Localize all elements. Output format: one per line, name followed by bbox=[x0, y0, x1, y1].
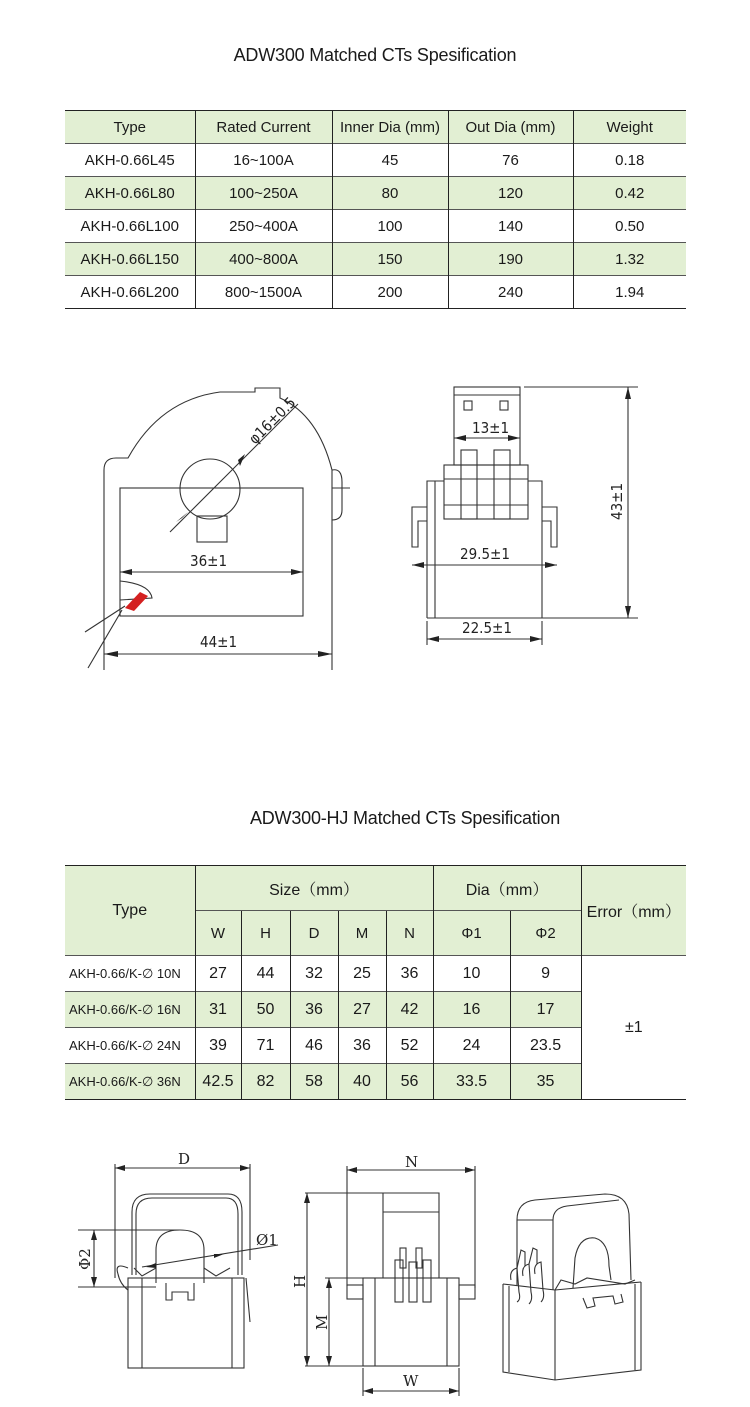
col-header-d: D bbox=[290, 911, 338, 956]
cell-n: 42 bbox=[386, 992, 433, 1028]
cell-phi2: 9 bbox=[510, 956, 581, 992]
width-n-label: N bbox=[405, 1153, 419, 1171]
base-w-label: W bbox=[403, 1372, 419, 1390]
col-header-error: Error（mm） bbox=[581, 866, 686, 956]
cell-rated-current: 400~800A bbox=[195, 243, 332, 276]
cell-m: 40 bbox=[338, 1064, 386, 1100]
ct-side-view-diagram bbox=[390, 375, 650, 655]
adw300-ct-spec-table bbox=[65, 110, 686, 309]
mid-m-label: M bbox=[313, 1314, 331, 1330]
cell-phi2: 35 bbox=[510, 1064, 581, 1100]
cell-w: 31 bbox=[195, 992, 241, 1028]
cell-out-dia: 190 bbox=[448, 243, 573, 276]
height-h-label: H bbox=[291, 1274, 309, 1288]
cell-out-dia: 120 bbox=[448, 177, 573, 210]
cell-inner-dia: 100 bbox=[332, 210, 448, 243]
cell-phi1: 24 bbox=[433, 1028, 510, 1064]
col-header-h: H bbox=[241, 911, 290, 956]
col-header-phi1: Φ1 bbox=[433, 911, 510, 956]
cell-type: AKH-0.66/K-∅ 24N bbox=[65, 1028, 195, 1064]
col-header-out-dia: Out Dia (mm) bbox=[448, 111, 573, 144]
col-header-rated-current: Rated Current bbox=[195, 111, 332, 144]
cell-type: AKH-0.66L200 bbox=[65, 276, 195, 309]
cell-n: 56 bbox=[386, 1064, 433, 1100]
table-header-row bbox=[65, 111, 686, 144]
col-header-m: M bbox=[338, 911, 386, 956]
mid-width-label: 29.5±1 bbox=[460, 545, 510, 563]
table-row bbox=[65, 956, 686, 992]
table-row bbox=[65, 243, 686, 276]
cell-weight: 0.42 bbox=[573, 177, 686, 210]
adw300-hj-ct-spec-table bbox=[65, 865, 686, 1100]
table-row bbox=[65, 177, 686, 210]
cell-inner-dia: 150 bbox=[332, 243, 448, 276]
cell-weight: 1.94 bbox=[573, 276, 686, 309]
cell-error: ±1 bbox=[581, 956, 686, 1100]
cell-h: 44 bbox=[241, 956, 290, 992]
cell-m: 27 bbox=[338, 992, 386, 1028]
cell-d: 32 bbox=[290, 956, 338, 992]
cell-phi1: 16 bbox=[433, 992, 510, 1028]
cell-h: 71 bbox=[241, 1028, 290, 1064]
col-header-n: N bbox=[386, 911, 433, 956]
cell-rated-current: 16~100A bbox=[195, 144, 332, 177]
cell-type: AKH-0.66L80 bbox=[65, 177, 195, 210]
inner-width-label: 36±1 bbox=[190, 552, 228, 570]
cell-out-dia: 140 bbox=[448, 210, 573, 243]
table-row bbox=[65, 210, 686, 243]
col-header-w: W bbox=[195, 911, 241, 956]
cell-type: AKH-0.66L150 bbox=[65, 243, 195, 276]
cell-phi2: 17 bbox=[510, 992, 581, 1028]
base-width-label: 22.5±1 bbox=[462, 619, 512, 637]
cell-type: AKH-0.66/K-∅ 36N bbox=[65, 1064, 195, 1100]
cell-out-dia: 76 bbox=[448, 144, 573, 177]
height-label: 43±1 bbox=[608, 482, 626, 520]
section1-title: ADW300 Matched CTs Spesification bbox=[233, 45, 517, 65]
cell-inner-dia: 45 bbox=[332, 144, 448, 177]
cell-d: 58 bbox=[290, 1064, 338, 1100]
cell-h: 82 bbox=[241, 1064, 290, 1100]
section2-title: ADW300-HJ Matched CTs Spesification bbox=[249, 808, 561, 828]
table-row bbox=[65, 144, 686, 177]
col-header-weight: Weight bbox=[573, 111, 686, 144]
cell-type: AKH-0.66L45 bbox=[65, 144, 195, 177]
table-header-row bbox=[65, 866, 686, 911]
cell-m: 36 bbox=[338, 1028, 386, 1064]
col-header-dia: Dia（mm） bbox=[433, 866, 581, 911]
hj-ct-side-view-diagram bbox=[285, 1150, 495, 1407]
cell-n: 36 bbox=[386, 956, 433, 992]
cell-out-dia: 240 bbox=[448, 276, 573, 309]
cell-phi2: 23.5 bbox=[510, 1028, 581, 1064]
col-header-type: Type bbox=[112, 901, 148, 919]
cell-n: 52 bbox=[386, 1028, 433, 1064]
width-d-label: D bbox=[178, 1150, 191, 1168]
cell-rated-current: 250~400A bbox=[195, 210, 332, 243]
hj-ct-isometric-view bbox=[495, 1180, 655, 1395]
cell-d: 36 bbox=[290, 992, 338, 1028]
col-header-inner-dia: Inner Dia (mm) bbox=[332, 111, 448, 144]
cell-type: AKH-0.66/K-∅ 10N bbox=[65, 956, 195, 992]
cell-h: 50 bbox=[241, 992, 290, 1028]
cell-rated-current: 100~250A bbox=[195, 177, 332, 210]
cell-rated-current: 800~1500A bbox=[195, 276, 332, 309]
col-header-size: Size（mm） bbox=[195, 866, 433, 911]
col-header-type: Type bbox=[113, 118, 147, 136]
phi2-label: Φ2 bbox=[76, 1248, 94, 1270]
cell-weight: 1.32 bbox=[573, 243, 686, 276]
ct-front-view-diagram bbox=[70, 370, 350, 700]
cell-type: AKH-0.66L100 bbox=[65, 210, 195, 243]
cell-weight: 0.50 bbox=[573, 210, 686, 243]
cell-w: 27 bbox=[195, 956, 241, 992]
table-row bbox=[65, 276, 686, 309]
inner-dia-label: φ16±0.5 bbox=[245, 393, 300, 448]
cell-type: AKH-0.66/K-∅ 16N bbox=[65, 992, 195, 1028]
phi1-label: Ø1 bbox=[256, 1231, 278, 1249]
cell-d: 46 bbox=[290, 1028, 338, 1064]
cell-w: 39 bbox=[195, 1028, 241, 1064]
cell-inner-dia: 80 bbox=[332, 177, 448, 210]
cell-inner-dia: 200 bbox=[332, 276, 448, 309]
cell-weight: 0.18 bbox=[573, 144, 686, 177]
cell-m: 25 bbox=[338, 956, 386, 992]
cell-phi1: 33.5 bbox=[433, 1064, 510, 1100]
cell-phi1: 10 bbox=[433, 956, 510, 992]
top-width-label: 13±1 bbox=[472, 419, 510, 437]
outer-width-label: 44±1 bbox=[200, 633, 238, 651]
cell-w: 42.5 bbox=[195, 1064, 241, 1100]
hj-ct-front-view-diagram bbox=[70, 1150, 290, 1380]
col-header-phi2: Φ2 bbox=[510, 911, 581, 956]
